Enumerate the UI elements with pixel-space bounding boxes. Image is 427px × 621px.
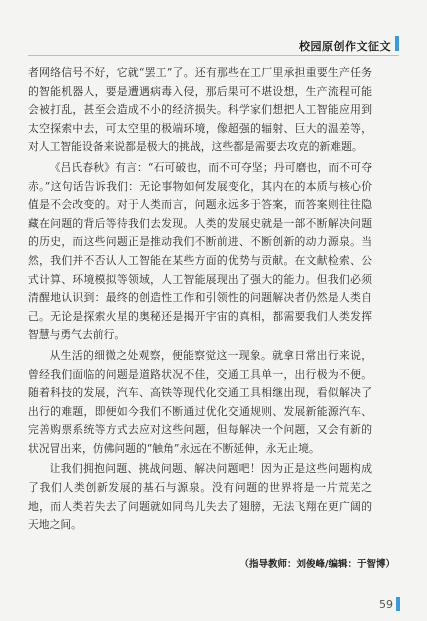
- paragraph-1: 者网络信号不好，它就“罢工”了。还有那些在工厂里承担重要生产任务的智能机器人，要是遭遇病毒入侵，那后果可不堪设想，生产流程可能会被打乱，甚至会造成不小的经济损失。科学家们想把人工智能应用到太空探索中去，可太空里的极端环境，像超强的辐射、巨大的温差等，对人工智能设备来说都是极大的挑战，这些都是需要去攻克的新难题。: [28, 66, 372, 154]
- header-title: 校园原创作文征文: [299, 40, 391, 53]
- header-accent-bar: [395, 36, 399, 51]
- paragraph-3: 从生活的细微之处观察，便能察觉这一现象。就拿日常出行来说，曾经我们面临的问题是道路状况不佳，交通工具单一，出行极为不便。随着科技的发展，汽车、高铁等现代化交通工具相继出现，看似解决了出行的难题，即便如今我们不断通过优化交通规则、发展新能源汽车、完善购票系统等方式去应对这些问题，但每解决一个问题，又会有新的状况冒出来，仿佛问题的“触角”永远在不断延伸，永无止境。: [28, 348, 372, 455]
- page-header: [0, 0, 427, 58]
- page-number: 59: [379, 598, 393, 611]
- article-body: [28, 64, 372, 537]
- paragraph-2: 《吕氏春秋》有言：“石可破也，而不可夺坚；丹可磨也，而不可夺赤。”这句话告诉我们：无论事物如何发展变化，其内在的本质与核心价值是不会改变的。对于人类而言，问题永远多于答案，而答案则往往隐藏在问题的背后等待我们去发现。人类的发展史就是一部不断解决问题的历史，而这些问题正是推动我们不断前进、不断创新的动力源泉。当然，我们并不否认人工智能在某些方面的优势与贡献。在文献检索、公式计算、环境模拟等领域，人工智能展现出了强大的能力。但我们必须清醒地认识到：最终的创造性工作和引领性的问题解决者仍然是人类自己。无论是探索火星的奥秘还是揭开宇宙的真相，都需要我们人类发挥智慧与勇气去前行。: [28, 160, 372, 342]
- paragraph-4: 让我们拥抱问题、挑战问题、解决问题吧！因为正是这些问题构成了我们人类创新发展的基石与源泉。没有问题的世界将是一片荒芜之地，而人类若失去了问题就如同鸟儿失去了翅膀，无法飞翔在更广阔的天地之间。: [28, 462, 372, 532]
- header-divider: [28, 55, 399, 56]
- page-accent-bar: [396, 597, 400, 611]
- credit-line: （指导教师：刘俊峰/编辑：于智博）: [239, 559, 395, 570]
